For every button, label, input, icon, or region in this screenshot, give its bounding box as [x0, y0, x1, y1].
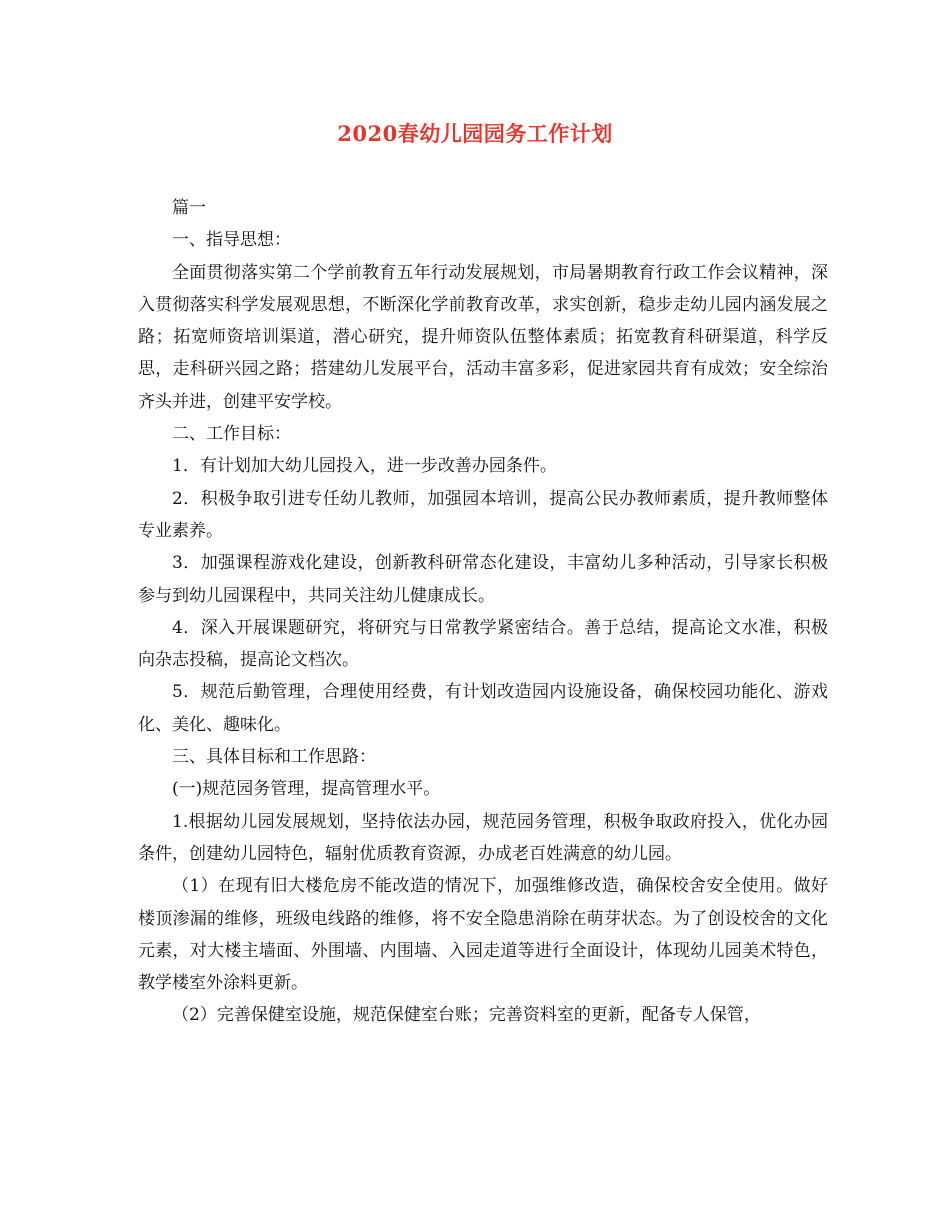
- heading-guiding-ideology: 一、指导思想：: [172, 230, 291, 251]
- paragraph-guiding-ideology: 全面贯彻落实第二个学前教育五年行动发展规划，市局暑期教育行政工作会议精神，深入贯彻落实科学发展观思想，不断深化学前教育改革，求实创新，稳步走幼儿园内涵发展之路；拓宽师资培训渠道，潜心研究，提升师资队伍整体素质；拓宽教育科研渠道，科学反思，走科研兴园之路；搭建幼儿发展平台，活动丰富多彩，促进家园共育有成效；安全综治齐头并进，创建平安学校。: [138, 262, 828, 412]
- goal-item-2: 2．积极争取引进专任幼儿教师，加强园本培训，提高公民办教师素质，提升教师整体专业素养。: [138, 488, 828, 541]
- subheading-management: (一)规范园务管理，提高管理水平。: [172, 779, 441, 800]
- goal-item-4: 4．深入开展课题研究，将研究与日常教学紧密结合。善于总结，提高论文水准，积极向杂志投稿，提高论文档次。: [138, 617, 828, 671]
- paragraph-subitem-2: （2）完善保健室设施，规范保健室台账；完善资料室的更新，配备专人保管，: [172, 1005, 761, 1026]
- heading-work-goals: 二、工作目标：: [172, 424, 291, 445]
- heading-specific-goals: 三、具体目标和工作思路：: [172, 747, 376, 768]
- goal-item-3: 3．加强课程游戏化建设，创新教科研常态化建设，丰富幼儿多种活动，引导家长积极参与到幼儿园课程中，共同关注幼儿健康成长。: [138, 553, 828, 606]
- paragraph-subitem-1: （1）在现有旧大楼危房不能改造的情况下，加强维修改造，确保校舍安全使用。做好楼顶渗漏的维修，班级电线路的维修，将不安全隐患消除在萌芽状态。为了创设校舍的文化元素，对大楼主墙面、外围墙、内围墙、入园走道等进行全面设计，体现幼儿园美术特色，教学楼室外涂料更新。: [138, 876, 828, 994]
- document-title: 2020春幼儿园园务工作计划: [337, 121, 613, 146]
- section-label: 篇一: [172, 198, 206, 218]
- document-body: [138, 192, 828, 1032]
- paragraph-management-1: 1.根据幼儿园发展规划，坚持依法办园，规范园务管理，积极争取政府投入，优化办园条件，创建幼儿园特色，辐射优质教育资源，办成老百姓满意的幼儿园。: [138, 811, 828, 864]
- goal-item-1: 1．有计划加大幼儿园投入，进一步改善办园条件。: [172, 456, 557, 477]
- goal-item-5: 5．规范后勤管理，合理使用经费，有计划改造园内设施设备，确保校园功能化、游戏化、美化、趣味化。: [138, 682, 828, 735]
